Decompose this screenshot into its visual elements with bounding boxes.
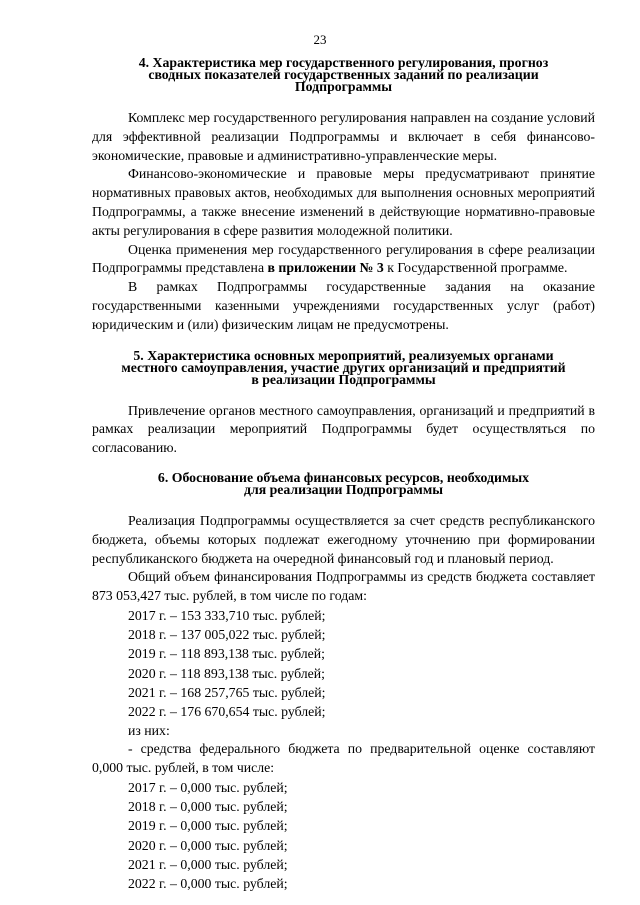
paragraph-text: Оценка применения мер государственного регулирования в сфере реализации Подпрограммы представлена xyxy=(92,241,595,276)
heading-line: местного самоуправления, участие других организаций и предприятий xyxy=(121,359,566,375)
funding-year-line: 2017 г. – 153 333,710 тыс. рублей; xyxy=(128,607,326,623)
paragraph: В рамках Подпрограммы государственные задания на оказание государственными казенными учреждениями государственных услуг (работ) юридическим и (или) физическим лицам не предусмотрены. xyxy=(92,279,595,332)
funding-year-line: 2020 г. – 118 893,138 тыс. рублей; xyxy=(128,665,325,681)
section-5-heading xyxy=(92,347,595,387)
federal-year-line: 2022 г. – 0,000 тыс. рублей; xyxy=(128,875,288,891)
heading-line: Подпрограммы xyxy=(294,79,393,94)
paragraph: Привлечение органов местного самоуправления, организаций и предприятий в рамках реализации мероприятий Подпрограммы будет осуществляться по согласованию. xyxy=(92,402,595,456)
heading-line: сводных показателей государственных заданий по реализации xyxy=(148,67,539,82)
federal-funding-by-year-list xyxy=(92,778,595,893)
paragraph-text: к Государственной программе. xyxy=(387,260,568,276)
section-6-heading xyxy=(92,469,595,497)
funding-year-line: 2018 г. – 137 005,022 тыс. рублей; xyxy=(128,627,326,643)
federal-year-line: 2020 г. – 0,000 тыс. рублей; xyxy=(128,837,288,853)
page-number: 23 xyxy=(313,32,327,47)
federal-year-line: 2017 г. – 0,000 тыс. рублей; xyxy=(128,779,288,795)
heading-line: 6. Обоснование объема финансовых ресурсов, необходимых xyxy=(157,469,530,485)
paragraph: Реализация Подпрограммы осуществляется за счет средств республиканского бюджета, объемы которых подлежат ежегодному уточнению при формировании республиканского бюджета на очередной финансовый год и плановый период. xyxy=(92,512,595,566)
heading-line: в реализации Подпрограммы xyxy=(251,371,436,387)
funding-by-year-list xyxy=(92,606,595,721)
of-them-label: из них: xyxy=(128,723,170,739)
federal-year-line: 2018 г. – 0,000 тыс. рублей; xyxy=(128,799,288,815)
heading-line: 5. Характеристика основных мероприятий, реализуемых органами xyxy=(133,347,554,363)
federal-year-line: 2019 г. – 0,000 тыс. рублей; xyxy=(128,818,288,834)
funding-year-line: 2022 г. – 176 670,654 тыс. рублей; xyxy=(128,703,326,719)
federal-year-line: 2021 г. – 0,000 тыс. рублей; xyxy=(128,856,288,872)
paragraph-annex-reference xyxy=(92,241,595,279)
paragraph: Финансово-экономические и правовые меры предусматривают принятие нормативных правовых актов, необходимых для выполнения основных мероприятий Подпрограммы, а также внесение изменений в действующие нормативно-правовые акты регулирования в сфере развития молодежной политики. xyxy=(92,166,595,238)
heading-line: 4. Характеристика мер государственного регулирования, прогноз xyxy=(138,55,549,70)
funding-year-line: 2021 г. – 168 257,765 тыс. рублей; xyxy=(128,684,326,700)
annex-reference: в приложении № 3 xyxy=(267,260,384,276)
paragraph: Общий объем финансирования Подпрограммы из средств бюджета составляет 873 053,427 тыс. рублей, в том числе по годам: xyxy=(92,569,595,604)
page-content xyxy=(92,57,595,893)
funding-year-line: 2019 г. – 118 893,138 тыс. рублей; xyxy=(128,646,325,662)
section-4-heading xyxy=(92,57,595,93)
federal-budget-paragraph: - средства федерального бюджета по предварительной оценке составляют 0,000 тыс. рублей, в том числе: xyxy=(92,741,595,776)
heading-line: для реализации Подпрограммы xyxy=(243,481,444,497)
paragraph: Комплекс мер государственного регулирования направлен на создание условий для эффективной реализации Подпрограммы и включает в себя финансово-экономические, правовые и административно-управленческие меры. xyxy=(92,110,595,163)
